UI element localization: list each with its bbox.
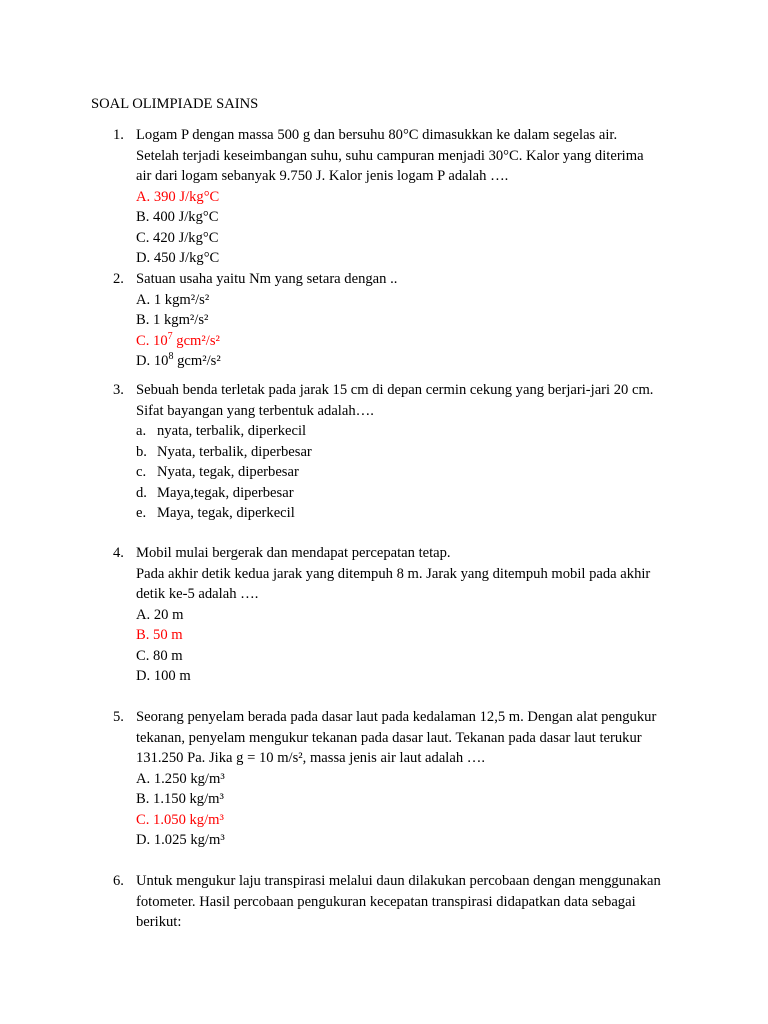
answer-option: A. 20 m xyxy=(136,606,184,623)
question-body xyxy=(136,125,713,269)
answer-option: C. 420 J/kg°C xyxy=(136,229,219,246)
answer-option-base: D. 10 xyxy=(136,353,169,369)
answer-option-letter: b. xyxy=(136,443,147,460)
answer-option xyxy=(136,351,713,372)
answer-option-unit: gcm²/s² xyxy=(172,332,220,349)
answer-option xyxy=(136,421,713,442)
answer-option xyxy=(136,483,713,504)
question-3 xyxy=(113,380,713,524)
answer-option-correct: A. 390 J/kg°C xyxy=(136,188,220,205)
answer-option-letter: d. xyxy=(136,484,147,501)
answer-option-base: C. 10 xyxy=(136,332,168,349)
question-text-line: Logam P dengan massa 500 g dan bersuhu 80°C dimasukkan ke dalam segelas air. xyxy=(136,127,618,143)
answer-option-correct: C. 1.050 kg/m³ xyxy=(136,811,224,828)
question-number: 6. xyxy=(113,873,124,889)
question-text-line: fotometer. Hasil percobaan pengukuran kecepatan transpirasi didapatkan data sebagai xyxy=(136,893,636,910)
answer-option xyxy=(136,503,713,524)
question-4 xyxy=(113,543,713,687)
question-text-line: berikut: xyxy=(136,914,182,930)
question-body xyxy=(136,543,713,687)
question-text-line: Pada akhir detik kedua jarak yang ditempuh 8 m. Jarak yang ditempuh mobil pada akhir xyxy=(136,565,651,582)
answer-option: C. 80 m xyxy=(136,647,183,664)
question-number: 4. xyxy=(113,545,124,561)
question-1 xyxy=(113,125,713,269)
question-text-line: 131.250 Pa. Jika g = 10 m/s², massa jenis air laut adalah …. xyxy=(136,750,486,766)
answer-option-text: Maya,tegak, diperbesar xyxy=(157,484,294,501)
question-text-line: air dari logam sebanyak 9.750 J. Kalor jenis logam P adalah …. xyxy=(136,168,509,184)
answer-option: D. 1.025 kg/m³ xyxy=(136,832,225,848)
answer-option-text: nyata, terbalik, diperkecil xyxy=(157,423,307,439)
document-title: SOAL OLIMPIADE SAINS xyxy=(91,96,259,112)
question-text-line: Sifat bayangan yang terbentuk adalah…. xyxy=(136,402,374,419)
answer-option-letter: e. xyxy=(136,505,147,521)
answer-option: D. 100 m xyxy=(136,668,191,684)
answer-option: D. 450 J/kg°C xyxy=(136,250,220,266)
answer-option-exponent: 7 xyxy=(167,330,173,342)
answer-option: B. 400 J/kg°C xyxy=(136,209,219,225)
question-number: 2. xyxy=(113,271,124,287)
answer-option-letter: c. xyxy=(136,464,147,480)
answer-option-letter: a. xyxy=(136,423,147,439)
question-number: 3. xyxy=(113,382,124,398)
question-text-line: Untuk mengukur laju transpirasi melalui daun dilakukan percobaan dengan menggunakan xyxy=(136,873,661,889)
answer-option-text: Nyata, terbalik, diperbesar xyxy=(157,443,312,460)
answer-option-unit: gcm²/s² xyxy=(173,353,221,369)
question-text-line: tekanan, penyelam mengukur tekanan pada dasar laut. Tekanan pada dasar laut terukur xyxy=(136,729,642,746)
question-5 xyxy=(113,707,713,851)
answer-option: B. 1.150 kg/m³ xyxy=(136,791,224,807)
question-text-line: Mobil mulai bergerak dan mendapat percepatan tetap. xyxy=(136,545,451,561)
question-body xyxy=(136,269,713,372)
answer-option-text: Maya, tegak, diperkecil xyxy=(157,505,295,521)
question-text-line: detik ke-5 adalah …. xyxy=(136,586,259,602)
answer-option-text: Nyata, tegak, diperbesar xyxy=(157,464,299,480)
question-text-line: Sebuah benda terletak pada jarak 15 cm di depan cermin cekung yang berjari-jari 20 cm. xyxy=(136,382,654,398)
answer-option-correct xyxy=(136,331,713,352)
answer-option xyxy=(136,442,713,463)
question-body xyxy=(136,871,713,933)
question-body xyxy=(136,707,713,851)
question-body xyxy=(136,380,713,524)
answer-option: A. 1 kgm²/s² xyxy=(136,291,210,308)
answer-option xyxy=(136,462,713,483)
question-text-line: Seorang penyelam berada pada dasar laut pada kedalaman 12,5 m. Dengan alat pengukur xyxy=(136,709,657,725)
answer-option: B. 1 kgm²/s² xyxy=(136,312,209,328)
answer-option-exponent: 8 xyxy=(168,351,174,363)
question-text-line: Setelah terjadi keseimbangan suhu, suhu campuran menjadi 30°C. Kalor yang diterima xyxy=(136,147,644,164)
question-6 xyxy=(113,871,713,933)
question-2 xyxy=(113,269,713,372)
question-number: 1. xyxy=(113,127,124,143)
answer-option-correct: B. 50 m xyxy=(136,627,183,643)
question-text-line: Satuan usaha yaitu Nm yang setara dengan .. xyxy=(136,271,398,287)
answer-option: A. 1.250 kg/m³ xyxy=(136,770,225,787)
question-number: 5. xyxy=(113,709,124,725)
